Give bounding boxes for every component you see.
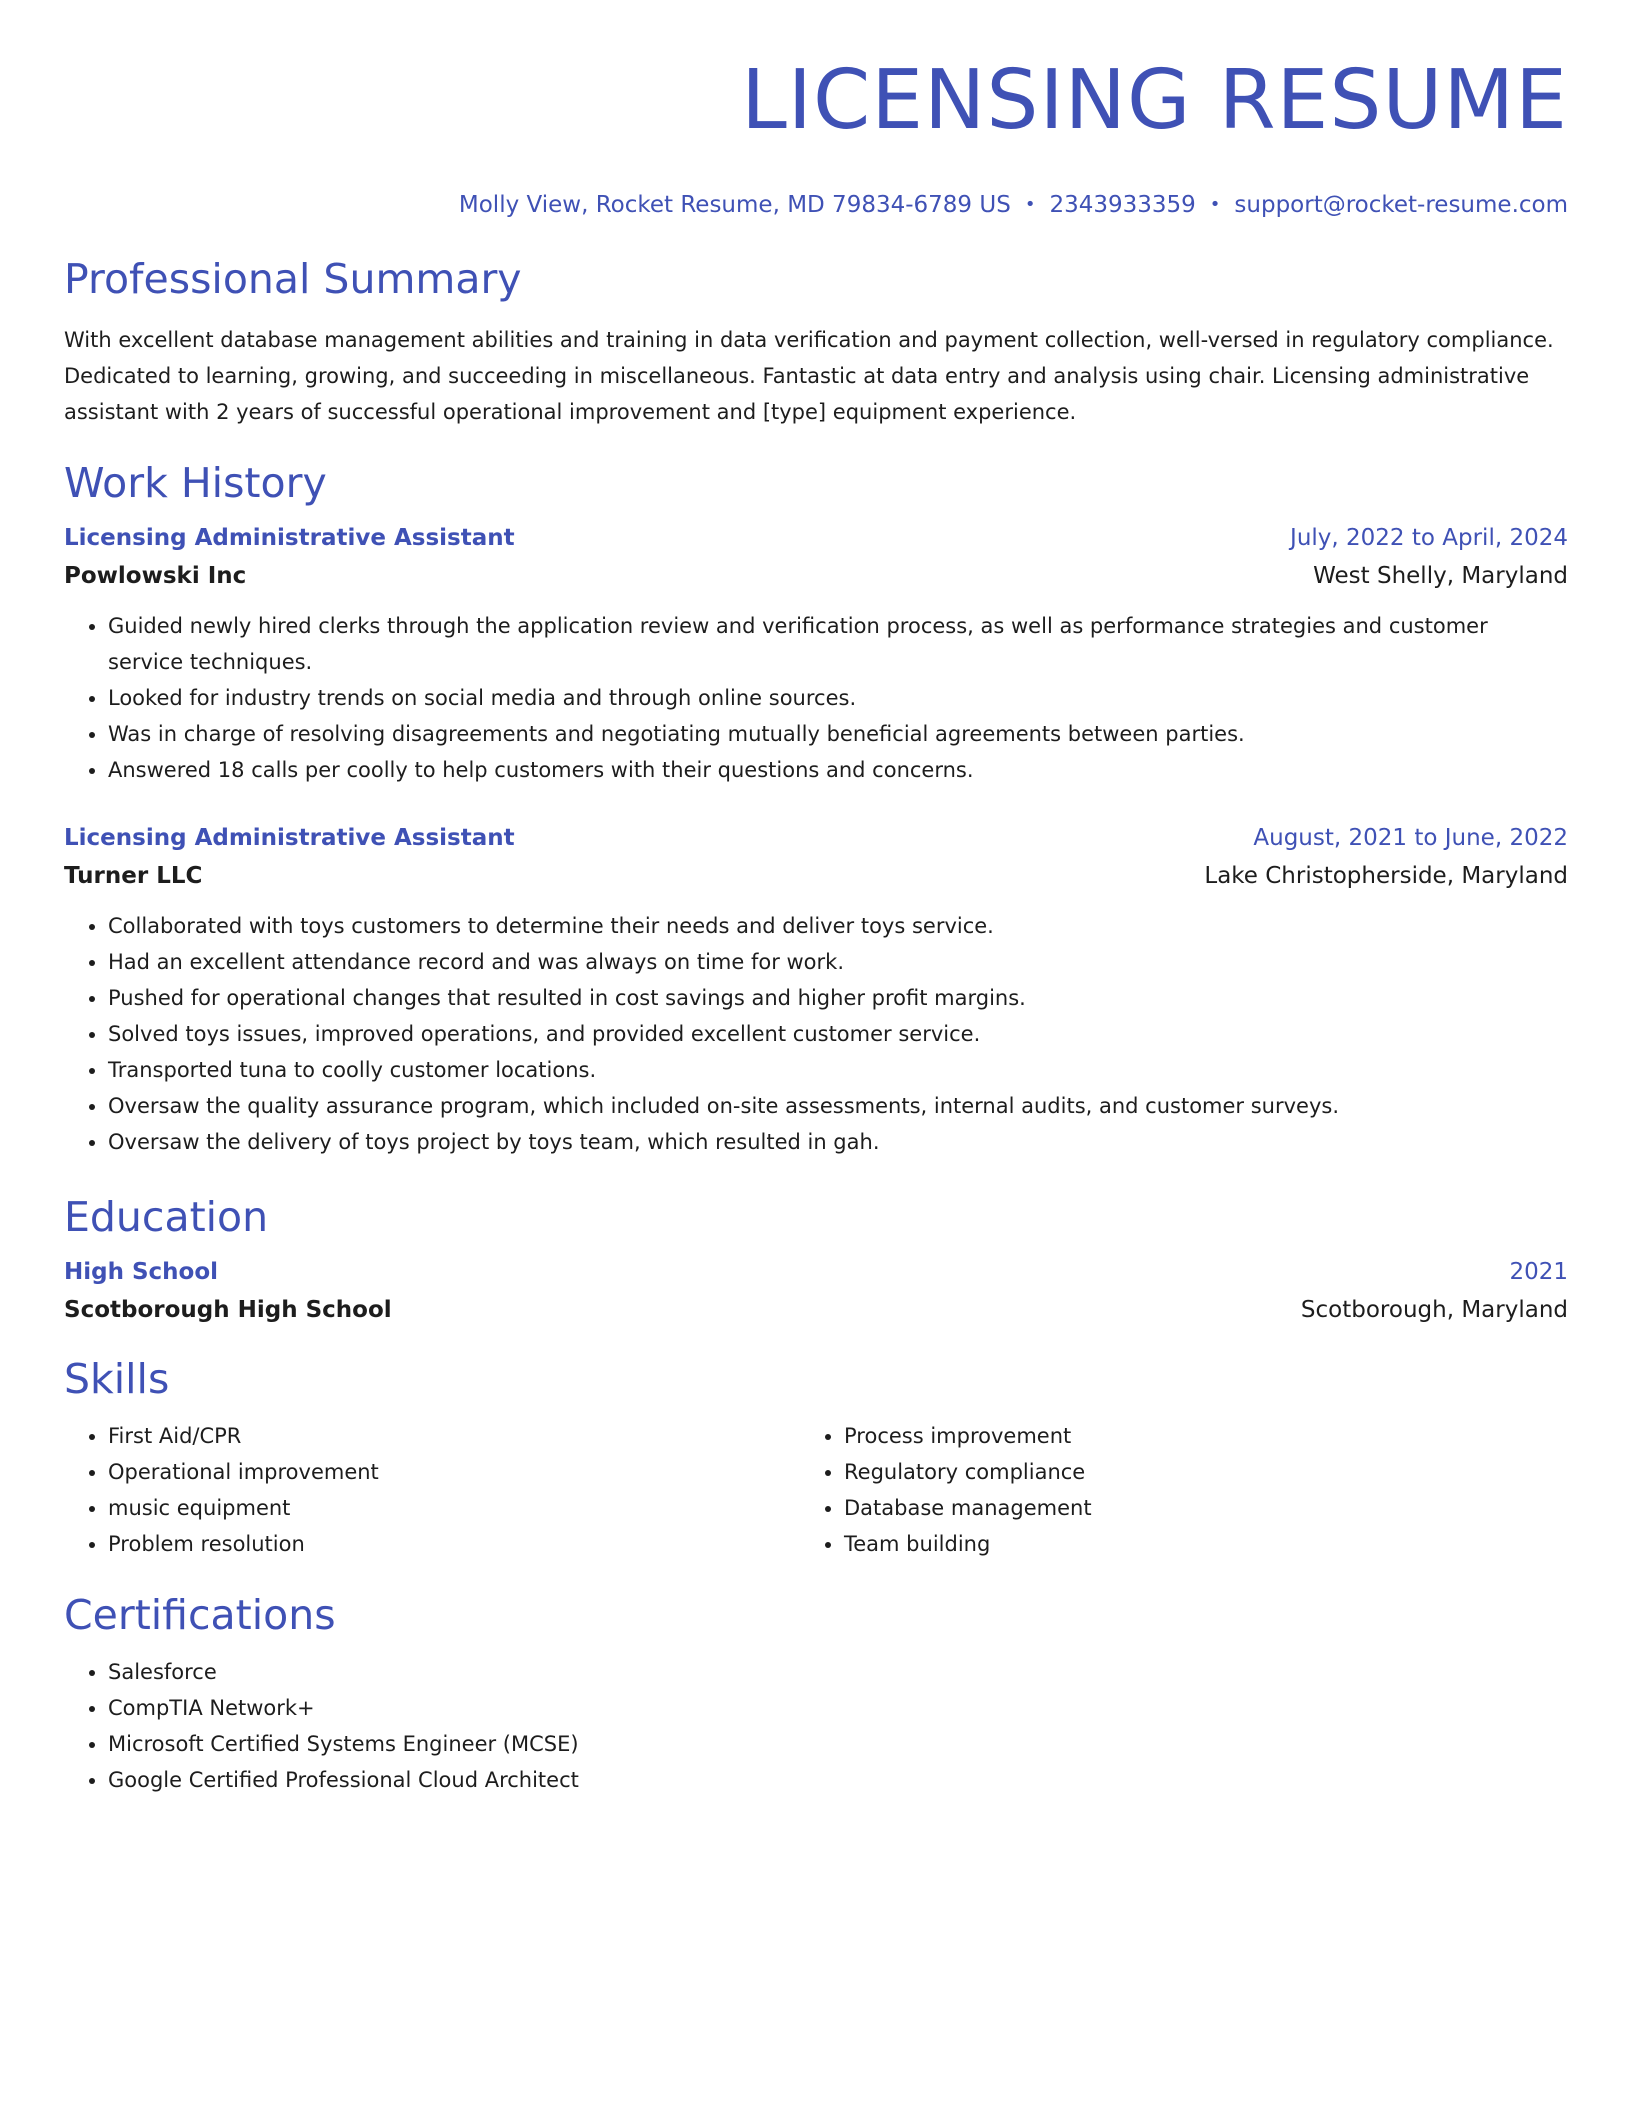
summary-text: With excellent database management abilities and training in data verification and payment collection, well-versed in regulatory compliance. Dedicated to learning, growing, and succeeding in miscellaneous. Fantastic at data entry and analysis using chair. Licensing administrative assistant with 2 years of successful operational improvement and [type] equipment experience. <box>64 328 1554 424</box>
job-company: Powlowski Inc <box>64 563 247 589</box>
education-degree: High School <box>64 1259 219 1285</box>
skills-heading: Skills <box>64 1355 170 1403</box>
job-header-row <box>64 822 1568 854</box>
skill-item: • Problem resolution <box>108 1526 800 1562</box>
work-history-heading: Work History <box>64 459 327 507</box>
job-title: Licensing Administrative Assistant <box>64 525 515 551</box>
certification-item: • Salesforce <box>108 1654 1568 1690</box>
job-entry <box>64 822 1568 1160</box>
job-dates: July, 2022 to April, 2024 <box>1290 525 1568 551</box>
job-bullets <box>64 908 1568 1160</box>
certification-item: • Microsoft Certified Systems Engineer (MCSE) <box>108 1726 1568 1762</box>
job-location: West Shelly, Maryland <box>1313 563 1568 589</box>
resume-header <box>64 52 1568 220</box>
skills-columns <box>64 1418 1568 1562</box>
education-heading: Education <box>64 1193 269 1241</box>
job-company: Turner LLC <box>64 863 203 889</box>
skill-item: • Process improvement <box>844 1418 1536 1454</box>
job-header-row <box>64 522 1568 554</box>
skill-item: • music equipment <box>108 1490 800 1526</box>
certifications-list <box>64 1654 1568 1798</box>
skill-item: • Operational improvement <box>108 1454 800 1490</box>
job-bullet: • Had an excellent attendance record and was always on time for work. <box>108 944 1568 980</box>
job-bullet: • Answered 18 calls per coolly to help customers with their questions and concerns. <box>108 752 1568 788</box>
job-bullet: • Guided newly hired clerks through the application review and verification process, as well as performance strategies and customer service techniques. <box>108 608 1568 680</box>
certification-item: • Google Certified Professional Cloud Architect <box>108 1762 1568 1798</box>
contact-address: Molly View, Rocket Resume, MD 79834-6789 US <box>458 192 1011 218</box>
education-location: Scotborough, Maryland <box>1300 1297 1568 1323</box>
skill-item: • Team building <box>844 1526 1536 1562</box>
education-header-row <box>64 1256 1568 1288</box>
job-company-row <box>64 560 1568 592</box>
job-bullet: • Looked for industry trends on social media and through online sources. <box>108 680 1568 716</box>
job-bullet: • Solved toys issues, improved operations, and provided excellent customer service. <box>108 1016 1568 1052</box>
skill-item: • Regulatory compliance <box>844 1454 1536 1490</box>
contact-separator: • <box>1209 194 1221 215</box>
education-year: 2021 <box>1509 1259 1568 1285</box>
contact-phone: 2343933359 <box>1049 192 1196 218</box>
job-bullet: • Transported tuna to coolly customer locations. <box>108 1052 1568 1088</box>
education-school: Scotborough High School <box>64 1297 392 1323</box>
skill-item: • Database management <box>844 1490 1536 1526</box>
contact-line <box>64 190 1568 220</box>
contact-email[interactable]: support@rocket-resume.com <box>1234 192 1568 218</box>
job-location: Lake Christopherside, Maryland <box>1204 863 1568 889</box>
job-entry <box>64 522 1568 788</box>
education-school-row <box>64 1294 1568 1326</box>
certification-item: • CompTIA Network+ <box>108 1690 1568 1726</box>
summary-heading: Professional Summary <box>64 255 522 303</box>
skills-list-right <box>800 1418 1536 1562</box>
resume-title: LICENSING RESUME <box>741 53 1568 148</box>
job-bullet: • Pushed for operational changes that resulted in cost savings and higher profit margins. <box>108 980 1568 1016</box>
education-entry <box>64 1256 1568 1326</box>
job-bullet: • Collaborated with toys customers to determine their needs and deliver toys service. <box>108 908 1568 944</box>
job-company-row <box>64 860 1568 892</box>
job-bullet: • Oversaw the delivery of toys project by toys team, which resulted in gah. <box>108 1124 1568 1160</box>
skill-item: • First Aid/CPR <box>108 1418 800 1454</box>
job-bullet: • Oversaw the quality assurance program, which included on-site assessments, internal audits, and customer surveys. <box>108 1088 1568 1124</box>
certifications-heading: Certifications <box>64 1591 336 1639</box>
job-title: Licensing Administrative Assistant <box>64 825 515 851</box>
job-bullets <box>64 608 1568 788</box>
skills-list-left <box>64 1418 800 1562</box>
job-dates: August, 2021 to June, 2022 <box>1253 825 1568 851</box>
job-bullet: • Was in charge of resolving disagreements and negotiating mutually beneficial agreements between parties. <box>108 716 1568 752</box>
contact-separator: • <box>1024 194 1036 215</box>
